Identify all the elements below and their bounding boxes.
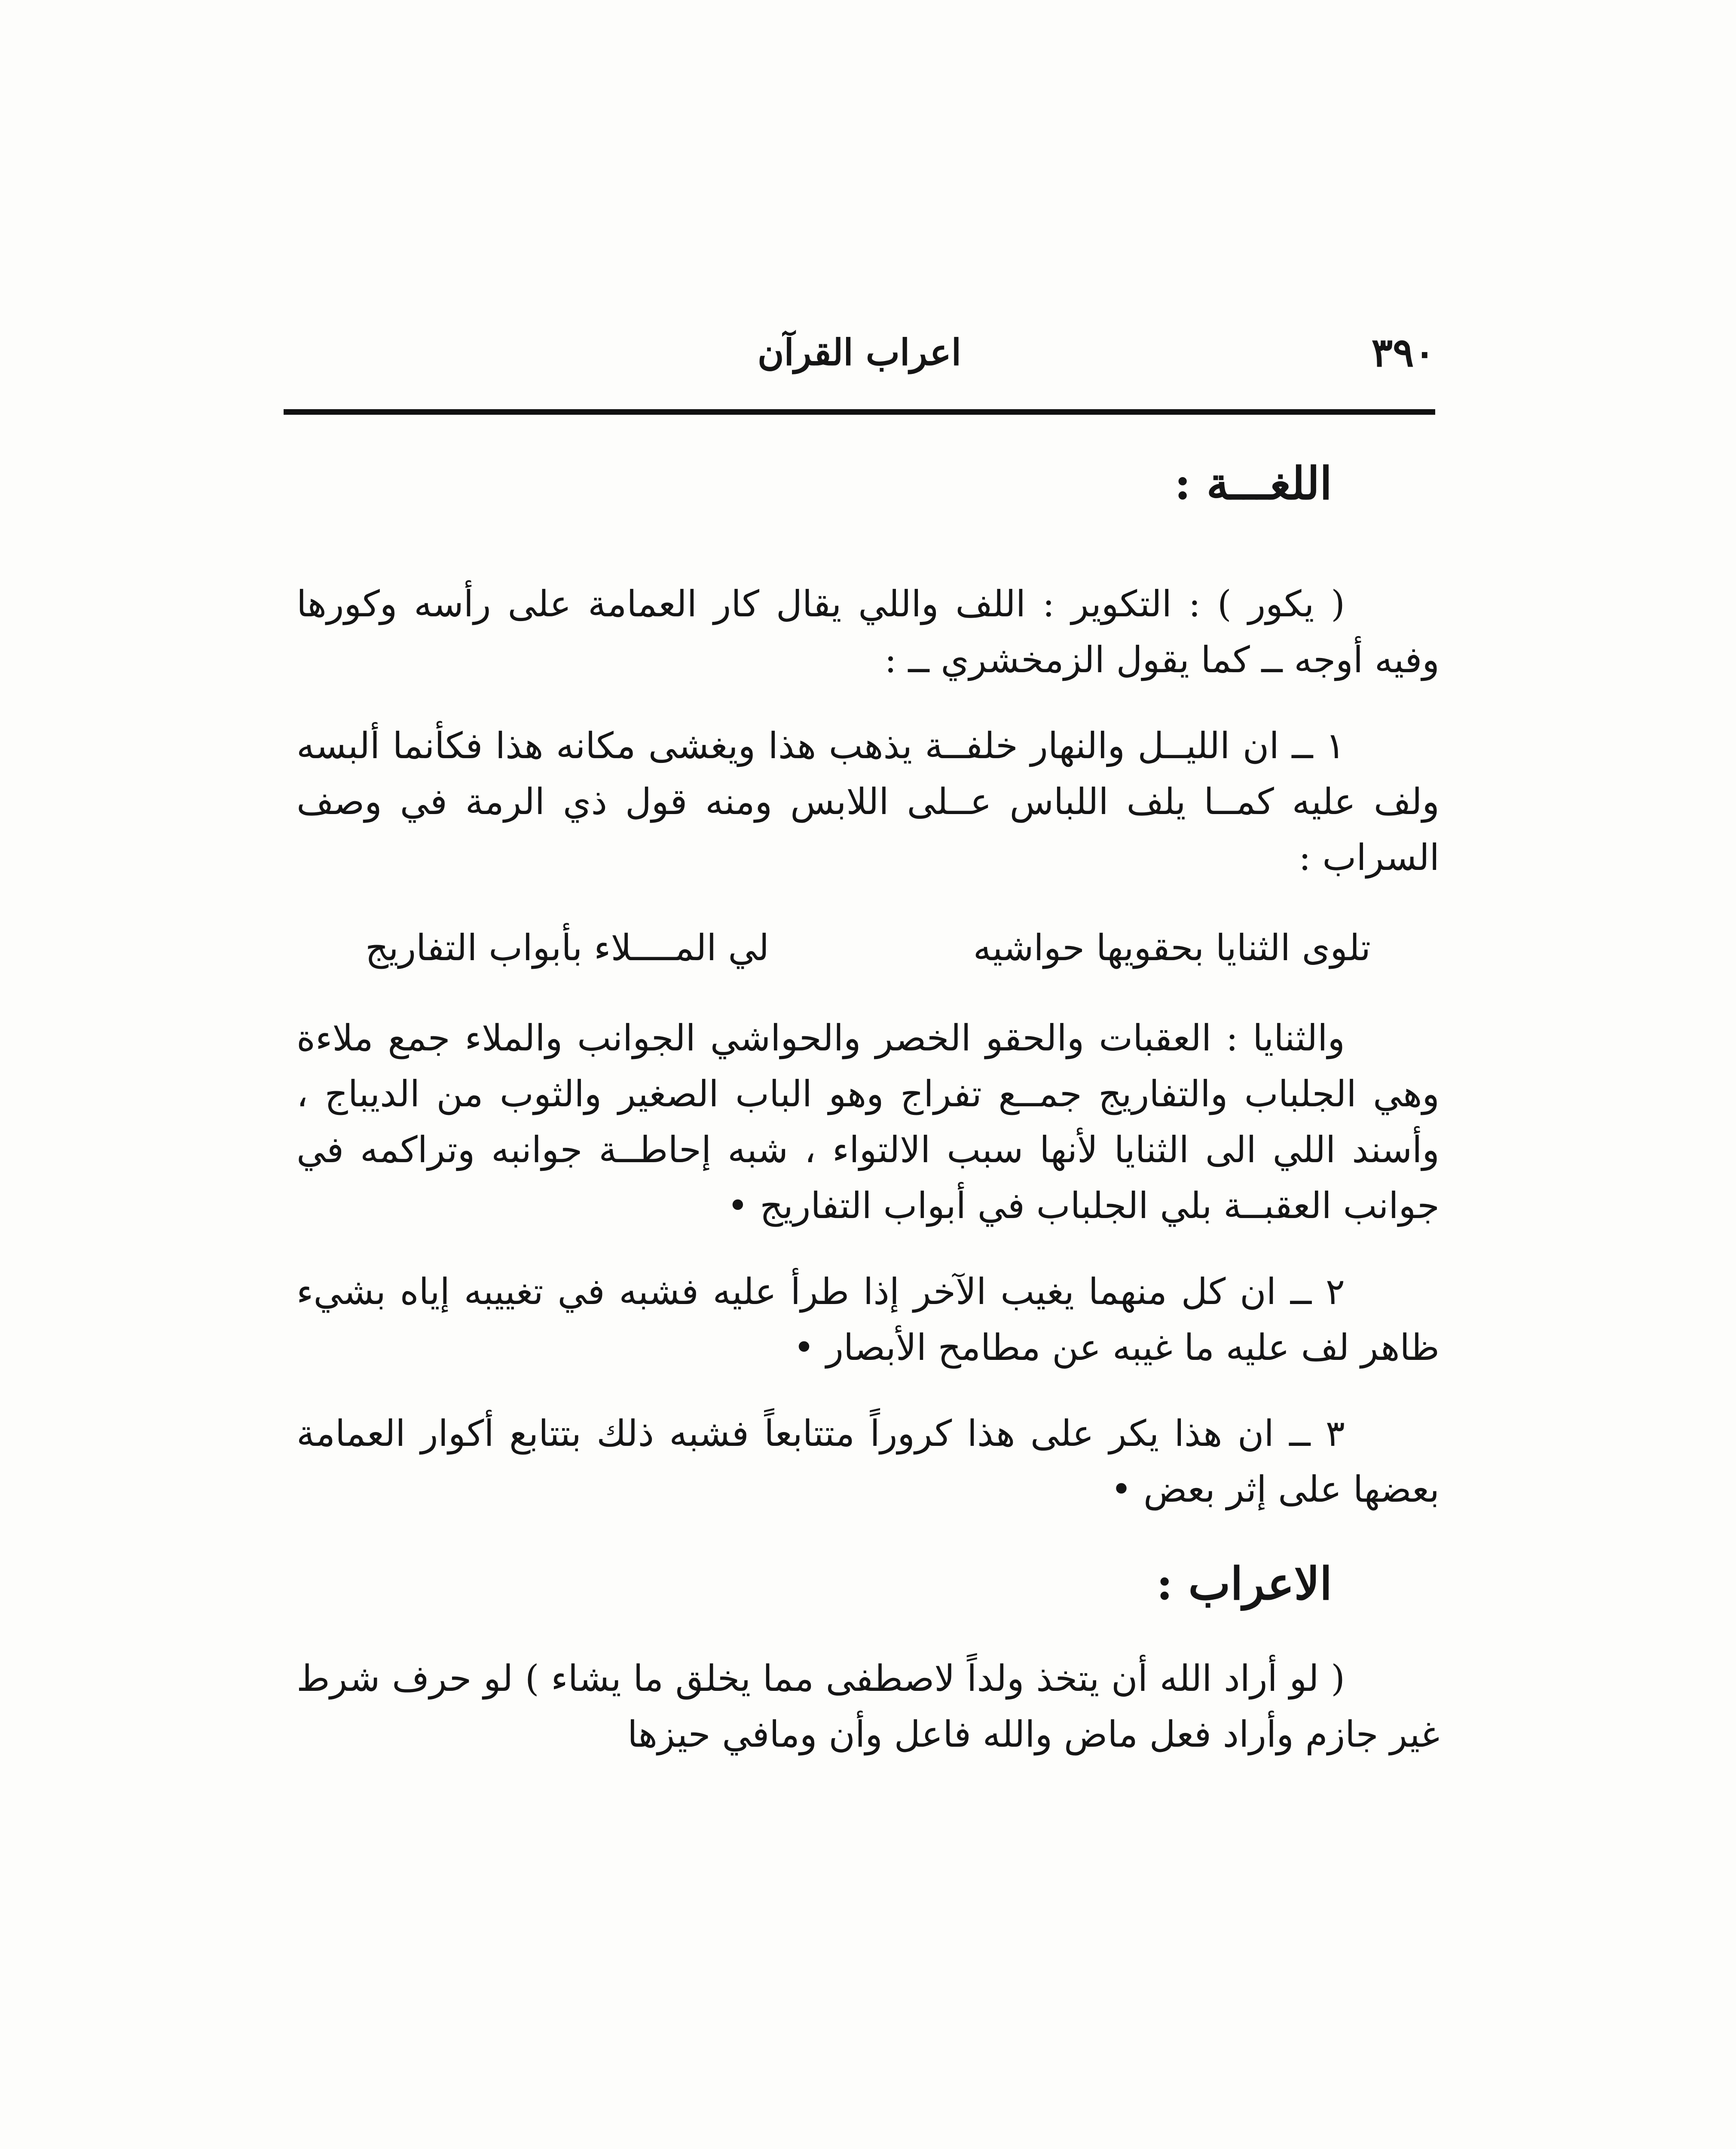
header-rule <box>284 409 1435 415</box>
paragraph-thanaya: والثنايا : العقبات والحقو الخصر والحواشي الجوانب والملاء جمع ملاءة وهي الجلباب والتفاريج جمــع تفراج وهو الباب الصغير والثوب من الديباج ، وأسند اللي الى الثنايا لأنها سبب الالتواء ، شبه إحاطــة جوانبه وتراكمه في جوانب العقبــة بلي الجلباب في أبواب التفاريج • <box>296 1017 1440 1227</box>
verse-second-hemistich: لي المــــلاء بأبواب التفاريج <box>365 927 769 969</box>
paragraph-point-1: ١ ــ ان الليــل والنهار خلفــة يذهب هذا ويغشى مكانه هذا فكأنما ألبسه ولف عليه كمــا يلف اللباس عــلى اللابس ومنه قول ذي الرمة في وصف السراب : <box>296 725 1440 879</box>
page-header <box>284 318 1435 391</box>
page-number: ٣٩٠ <box>1371 329 1435 376</box>
section-heading-lugha: اللغـــة : <box>1174 457 1332 510</box>
running-title: اعراب القرآن <box>757 331 962 373</box>
paragraph-point-2: ٢ ــ ان كل منهما يغيب الآخر إذا طرأ عليه فشبه في تغييبه إياه بشيء ظاهر لف عليه ما غيبه عن مطامح الأبصار • <box>296 1270 1440 1368</box>
paragraph-takwir: ( يكور ) : التكوير : اللف واللي يقال كار العمامة على رأسه وكورها وفيه أوجه ــ كما يقول الزمخشري ــ : <box>296 583 1440 681</box>
page-body <box>296 447 1440 1762</box>
paragraph-iraab: ( لو أراد الله أن يتخذ ولداً لاصطفى مما يخلق ما يشاء ) لو حرف شرط غير جازم وأراد فعل ماض والله فاعل وأن ومافي حيزها <box>296 1657 1440 1755</box>
verse-first-hemistich: تلوى الثنايا بحقويها حواشيه <box>973 927 1371 969</box>
paragraph-point-3: ٣ ــ ان هذا يكر على هذا كروراً متتابعاً فشبه ذلك بتتابع أكوار العمامة بعضها على إثر بعض • <box>296 1412 1440 1510</box>
section-heading-iraab: الاعراب : <box>1156 1557 1332 1610</box>
poetry-verse <box>296 915 1440 980</box>
